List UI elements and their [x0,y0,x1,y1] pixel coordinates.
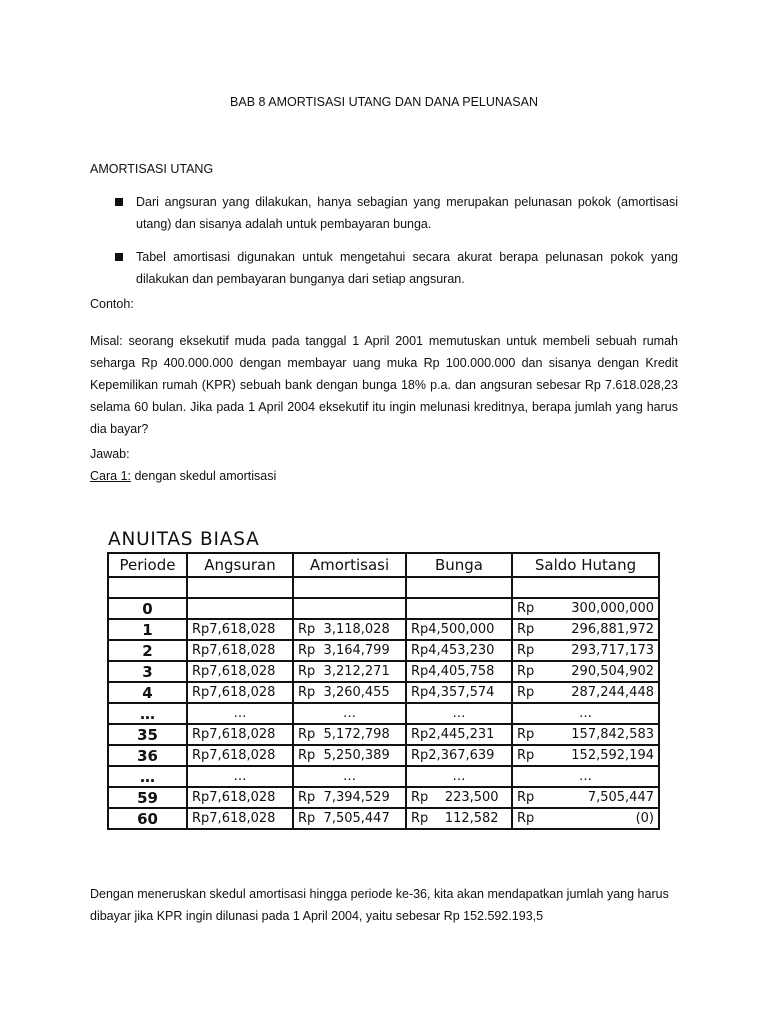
saldo-value: 300,000,000 [571,601,654,616]
cell-saldo-hutang [512,577,659,598]
cell-bunga [406,577,512,598]
cell-angsuran: Rp7,618,028 [187,745,293,766]
cell-periode: 2 [108,640,187,661]
cell-periode: 3 [108,661,187,682]
bullet-text: Tabel amortisasi digunakan untuk mengetahui secara akurat berapa pelunasan pokok yang dilakukan dan pembayaran bunganya dari setiap angsuran. [136,250,678,286]
saldo-currency: Rp [517,727,535,742]
header-periode: Periode [108,553,187,577]
table-row [108,808,659,829]
cell-bunga: Rp4,357,574 [406,682,512,703]
amortization-table [107,552,660,830]
cell-saldo-hutang [512,808,659,829]
saldo-currency: Rp [517,748,535,763]
square-bullet-icon [115,253,123,261]
bullet-text: Dari angsuran yang dilakukan, hanya sebagian yang merupakan pelunasan pokok (amortisasi utang) dan sisanya adalah untuk pembayaran bunga. [136,195,678,231]
saldo-currency: Rp [517,685,535,700]
cell-amortisasi: Rp 3,164,799 [293,640,406,661]
cell-angsuran: Rp7,618,028 [187,661,293,682]
method-line [90,465,276,487]
method-label: Cara 1: [90,469,131,483]
saldo-amount [517,643,654,658]
cell-periode: 36 [108,745,187,766]
table-row [108,724,659,745]
cell-amortisasi: Rp 5,250,389 [293,745,406,766]
cell-periode: 4 [108,682,187,703]
cell-saldo-hutang [512,661,659,682]
cell-bunga: Rp4,405,758 [406,661,512,682]
bullet-item [90,191,678,235]
saldo-amount [517,622,654,637]
cell-angsuran: Rp7,618,028 [187,724,293,745]
square-bullet-icon [115,198,123,206]
cell-angsuran: Rp7,618,028 [187,682,293,703]
header-angsuran: Angsuran [187,553,293,577]
saldo-value: 7,505,447 [587,790,654,805]
table-row [108,598,659,619]
cell-bunga: … [406,703,512,724]
cell-angsuran: Rp7,618,028 [187,640,293,661]
saldo-amount [517,727,654,742]
cell-periode: 0 [108,598,187,619]
saldo-currency: Rp [517,790,535,805]
cell-angsuran: Rp7,618,028 [187,808,293,829]
saldo-value: 287,244,448 [571,685,654,700]
cell-angsuran: Rp7,618,028 [187,787,293,808]
bullet-item [90,246,678,290]
table-header-row [108,553,659,577]
saldo-amount [517,601,654,616]
saldo-value: 152,592,194 [571,748,654,763]
cell-saldo-hutang [512,682,659,703]
cell-angsuran [187,598,293,619]
saldo-value: 290,504,902 [571,664,654,679]
cell-bunga: Rp2,445,231 [406,724,512,745]
table-row [108,640,659,661]
cell-angsuran: Rp7,618,028 [187,619,293,640]
table-row [108,787,659,808]
answer-label: Jawab: [90,447,130,461]
table-row [108,661,659,682]
header-amortisasi: Amortisasi [293,553,406,577]
cell-amortisasi: Rp 7,394,529 [293,787,406,808]
cell-bunga [406,598,512,619]
cell-saldo-hutang [512,787,659,808]
saldo-currency: Rp [517,664,535,679]
cell-amortisasi: Rp 3,260,455 [293,682,406,703]
table-body [108,577,659,829]
cell-bunga: Rp 223,500 [406,787,512,808]
cell-periode: 59 [108,787,187,808]
example-label: Contoh: [90,297,134,311]
cell-saldo-hutang: … [512,766,659,787]
cell-bunga: … [406,766,512,787]
cell-saldo-hutang [512,598,659,619]
cell-periode: 1 [108,619,187,640]
saldo-value: (0) [635,811,654,826]
table-row [108,766,659,787]
cell-amortisasi: Rp 7,505,447 [293,808,406,829]
saldo-amount [517,748,654,763]
saldo-amount [517,664,654,679]
bullet-list [90,191,678,301]
saldo-currency: Rp [517,622,535,637]
table-row [108,577,659,598]
document-title: BAB 8 AMORTISASI UTANG DAN DANA PELUNASAN [230,95,538,109]
cell-amortisasi: Rp 3,212,271 [293,661,406,682]
cell-saldo-hutang [512,724,659,745]
cell-amortisasi: … [293,703,406,724]
table-row [108,682,659,703]
saldo-currency: Rp [517,643,535,658]
cell-periode: 60 [108,808,187,829]
saldo-value: 296,881,972 [571,622,654,637]
cell-saldo-hutang: … [512,703,659,724]
saldo-currency: Rp [517,601,535,616]
section-heading: AMORTISASI UTANG [90,162,214,176]
method-text: dengan skedul amortisasi [131,469,277,483]
cell-periode: … [108,703,187,724]
cell-saldo-hutang [512,745,659,766]
answer-block [90,443,276,487]
cell-saldo-hutang [512,640,659,661]
table-row [108,703,659,724]
cell-amortisasi: Rp 5,172,798 [293,724,406,745]
cell-angsuran [187,577,293,598]
saldo-currency: Rp [517,811,535,826]
cell-amortisasi [293,577,406,598]
header-saldo-hutang: Saldo Hutang [512,553,659,577]
table-row [108,745,659,766]
saldo-amount [517,811,654,826]
cell-bunga: Rp 112,582 [406,808,512,829]
example-text: Misal: seorang eksekutif muda pada tanggal 1 April 2001 memutuskan untuk membeli sebuah rumah seharga Rp 400.000.000 dengan membayar uang muka Rp 100.000.000 dan sisanya dengan Kredit Kepemilikan rumah (KPR) sebuah bank dengan bunga 18% p.a. dan angsuran sebesar Rp 7.618.028,23 selama 60 bulan. Jika pada 1 April 2004 eksekutif itu ingin melunasi kreditnya, berapa jumlah yang harus dia bayar? [90,334,678,436]
saldo-amount [517,685,654,700]
cell-periode: 35 [108,724,187,745]
cell-periode: … [108,766,187,787]
cell-amortisasi [293,598,406,619]
cell-angsuran: … [187,766,293,787]
table-row [108,619,659,640]
saldo-value: 293,717,173 [571,643,654,658]
saldo-amount [517,790,654,805]
cell-periode [108,577,187,598]
cell-saldo-hutang [512,619,659,640]
cell-angsuran: … [187,703,293,724]
saldo-value: 157,842,583 [571,727,654,742]
cell-bunga: Rp2,367,639 [406,745,512,766]
cell-amortisasi: Rp 3,118,028 [293,619,406,640]
cell-bunga: Rp4,453,230 [406,640,512,661]
cell-bunga: Rp4,500,000 [406,619,512,640]
closing-text: Dengan meneruskan skedul amortisasi hingga periode ke-36, kita akan mendapatkan jumlah yang harus dibayar jika KPR ingin dilunasi pada 1 April 2004, yaitu sebesar Rp 152.592.193,5 [90,887,669,923]
cell-amortisasi: … [293,766,406,787]
table-title: ANUITAS BIASA [108,529,260,550]
header-bunga: Bunga [406,553,512,577]
